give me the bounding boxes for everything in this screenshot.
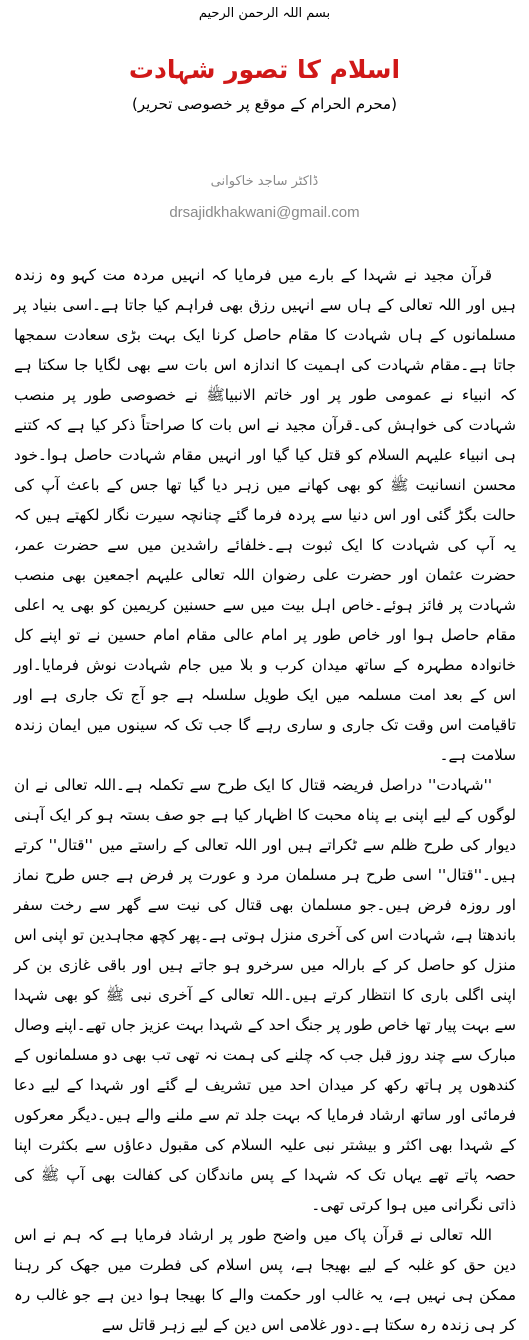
article-body — [14, 260, 516, 1340]
article-title: اسلام کا تصور شہادت — [128, 55, 401, 84]
body-paragraph: اللہ تعالی نے قرآن پاک میں واضح طور پر ارشاد فرمایا ہے کہ ہم نے اس دین حق کو غلبہ کے لیے بھیجا ہے، پس اسلام کی فطرت میں جھک کر رہنا ممکن ہی نہیں ہے، یہ غالب اور حکمت والے کا بھیجا ہوا دین ہے جو غالب رہ کر ہی زندہ رہ سکتا ہے۔دور غلامی اس دین کے لیے زہر قاتل سے — [14, 1226, 516, 1334]
body-paragraph: قرآن مجید نے شہدا کے بارے میں فرمایا کہ انہیں مردہ مت کہو وہ زندہ ہیں اور اللہ تعالی کے ہاں سے انہیں رزق بھی فراہم کیا جاتا ہے۔اسی بنیاد پر مسلمانوں کے ہاں شہادت کا مقام حاصل کرنا ایک بہت بڑی سعادت سمجھا جاتا ہے۔مقام شہادت کی اہمیت کا اندازہ اس بات سے بھی لگایا جا سکتا ہے کہ انبیاء نے عمومی طور پر اور خاتم الانبیاﷺ نے خصوصی طور پر منصب شہادت کی خواہش کی۔قرآن مجید نے اس بات کا صراحتاً ذکر کیا ہے کہ کتنے ہی انبیاء علیہم السلام کو قتل کیا گیا اور انہیں مقام شہادت حاصل ہوا۔خود محسن انسانیت ﷺ کو بھی کھانے میں زہر دیا گیا تھا جس کے باعث آپ کی حالت بگڑ گئی اور اس دنیا سے پردہ فرما گئے چنانچہ سیرت نگار لکھتے ہیں کہ یہ آپ کی شہادت کا ایک ثبوت ہے۔خلفائے راشدین میں سے حضرت عمر، حضرت عثمان اور حضرت علی رضوان اللہ تعالی علیہم اجمعین بھی منصب شہادت پر فائز ہوئے۔خاص اہل بیت میں سے حسنین کریمین کو بھی یہ اعلی مقام حاصل ہوا اور خاص طور پر امام عالی مقام امام حسین نے تو اپنے کل خانوادہ مطہرہ کے ساتھ میدان کرب و بلا میں جام شہادت نوش فرمایا۔اور اس کے بعد امت مسلمہ میں ایک طویل سلسلہ ہے جو آج تک جاری ہے اور تاقیامت اس وقت تک جاری و ساری رہے گا جب تک کہ سینوں میں ایمان زندہ سلامت ہے۔ — [14, 266, 516, 764]
author-name: ڈاکٹر ساجد خاکوانی — [210, 174, 319, 189]
author-email: drsajidkhakwani@gmail.com — [169, 204, 360, 221]
article-subtitle: (محرم الحرام کے موقع پر خصوصی تحریر) — [132, 95, 397, 113]
body-paragraph: ''شہادت'' دراصل فریضہ قتال کا ایک طرح سے تکملہ ہے۔اللہ تعالی نے ان لوگوں کے لیے اپنی بے پناہ محبت کا اظہار کیا ہے جو صف بستہ ہو کر ایک آہنی دیوار کی طرح ظلم سے ٹکراتے ہیں اور اللہ تعالی کے راستے میں ''قتال'' کرتے ہیں۔''قتال'' اسی طرح ہر مسلمان مرد و عورت پر فرض ہے جس طرح نماز اور روزہ فرض ہیں۔جو مسلمان بھی قتال کی نیت سے گھر سے رخت سفر باندھتا ہے، شہادت اس کی آخری منزل ہوتی ہے۔پھر کچھ مجاہدین تو اپنی اس منزل کو حاصل کر کے بارالہ میں سرخرو ہو جاتے ہیں اور باقی غازی بن کر اپنی اگلی باری کا انتظار کرتے ہیں۔اللہ تعالی کے آخری نبی ﷺ کو بھی شہدا سے بہت پیار تھا خاص طور پر جنگ احد کے شہدا بہت عزیز جاں تھے۔اپنے وصال مبارک سے چند روز قبل جب کہ چلنے کی ہمت نہ تھی تب بھی دو مسلمانوں کے کندھوں پر ہاتھ رکھ کر میدان احد میں تشریف لے گئے اور شہدا کے لیے دعا فرمائی اور ساتھ ارشاد فرمایا کہ بہت جلد تم سے ملنے والے ہیں۔دیگر معرکوں کے شہدا بھی اکثر و بیشتر نبی علیہ السلام کی مقبول دعاؤں سے بکثرت اپنا حصہ پاتے تھے یہاں تک کہ شہدا کے پس ماندگان کی کفالت بھی آپ ﷺ کی ذاتی نگرانی میں ہوا کرتی تھی۔ — [13, 776, 516, 1214]
basmala-heading: بسم اللہ الرحمن الرحیم — [198, 6, 331, 21]
